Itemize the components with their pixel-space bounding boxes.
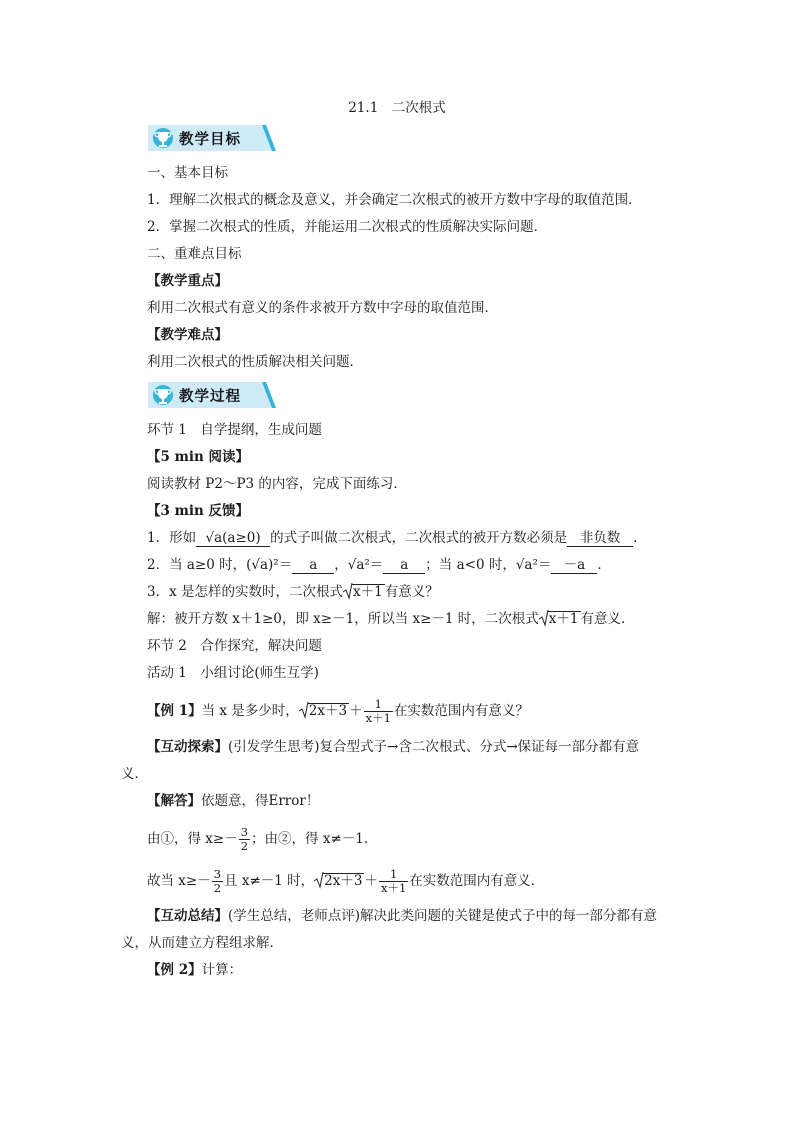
example-1 [147, 698, 529, 725]
explore-label: 【互动探索】 [147, 739, 228, 755]
question-text: 的式子叫做二次根式，二次根式的被开方数必须是 [270, 530, 568, 546]
sqrt-expression [299, 701, 349, 721]
step-heading: 环节 2 合作探究，解决问题 [147, 638, 322, 654]
question-text: ；当 a<0 时，√a²＝ [425, 557, 552, 573]
radical-sign [314, 871, 324, 889]
plus-sign: ＋ [364, 873, 378, 889]
solution-text: 有意义． [580, 611, 635, 627]
sqrt-expression [314, 871, 364, 891]
answer-blank: －a [551, 557, 597, 574]
answer-paragraph [147, 791, 319, 811]
question-text: 3．x 是怎样的实数时，二次根式 [147, 584, 343, 600]
example-label: 【例 2】 [147, 962, 202, 978]
trophy-icon [148, 125, 178, 151]
read-text: 阅读教材 P2～P3 的内容，完成下面练习． [147, 476, 407, 492]
derivation-text: 由①，得 x≥－ [147, 831, 238, 847]
radicand: 2x＋3 [324, 873, 363, 889]
question-text: ． [633, 530, 647, 546]
question-text: ． [597, 557, 611, 573]
solution-text: 解：被开方数 x＋1≥0，即 x≥－1，所以当 x≥－1 时，二次根式 [147, 611, 539, 627]
focus-text: 利用二次根式有意义的条件求被开方数中字母的取值范围． [147, 300, 498, 316]
numerator: 1 [379, 868, 408, 882]
numerator: 1 [364, 698, 393, 712]
explore-paragraph [147, 737, 639, 757]
radicand: 2x＋3 [308, 703, 348, 719]
answer-blank: a [292, 557, 334, 574]
goal-item: 2．掌握二次根式的性质，并能运用二次根式的性质解决实际问题． [147, 219, 548, 235]
solution [147, 609, 635, 629]
example-label: 【例 1】 [147, 703, 202, 719]
fraction [379, 868, 408, 895]
trophy-icon [148, 382, 178, 408]
denominator: x＋1 [380, 881, 407, 895]
denominator: 2 [240, 839, 249, 853]
numerator: 3 [213, 867, 222, 881]
focus-label: 【教学重点】 [147, 273, 228, 289]
question-2 [147, 555, 611, 575]
derivation-text: ；由②，得 x≠－1. [251, 831, 369, 847]
radicand: x＋1 [353, 584, 383, 600]
summary-continuation: 义，从而建立方程组求解． [121, 935, 283, 951]
read-label: 【5 min 阅读】 [147, 449, 250, 465]
denominator: 2 [213, 881, 222, 895]
question-1 [147, 528, 647, 548]
question-text: ，√a²＝ [334, 557, 384, 573]
answer-label: 【解答】 [147, 793, 201, 809]
denominator: x＋1 [365, 711, 391, 725]
basic-goals-heading: 一、基本目标 [147, 165, 228, 181]
summary-label: 【互动总结】 [147, 908, 228, 924]
example-2 [147, 960, 242, 980]
sqrt-expression [343, 582, 385, 602]
section-title: 教学目标 [179, 132, 241, 148]
difficulty-text: 利用二次根式的性质解决相关问题． [147, 354, 363, 370]
answer-text: 依题意，得Error！ [201, 793, 320, 809]
difficulty-label: 【教学难点】 [147, 327, 228, 343]
page-title: 21.1 二次根式 [348, 100, 446, 116]
question-text: 2．当 a≥0 时，(√a)²＝ [147, 557, 293, 573]
radical-sign [299, 701, 309, 719]
sqrt-expression [539, 609, 581, 629]
conclusion-text: 且 x≠－1 时， [224, 873, 315, 889]
fraction [239, 826, 250, 853]
conclusion-line [147, 868, 544, 895]
feedback-label: 【3 min 反馈】 [147, 503, 250, 519]
fraction [364, 698, 393, 725]
summary-paragraph [147, 906, 657, 926]
example-text: 当 x 是多少时， [201, 703, 299, 719]
step-heading: 环节 1 自学提纲，生成问题 [147, 422, 322, 438]
example-text: 在实数范围内有意义？ [393, 703, 529, 719]
goal-item: 1．理解二次根式的概念及意义，并会确定二次根式的被开方数中字母的取值范围． [147, 192, 642, 208]
fraction [212, 868, 223, 895]
derivation-line [147, 826, 368, 853]
explore-text: (引发学生思考)复合型式子→含二次根式、分式→保证每一部分都有意 [228, 739, 640, 755]
plus-sign: ＋ [349, 703, 363, 719]
answer-blank: 非负数 [567, 530, 633, 547]
answer-blank: √a(a≥0) [196, 530, 270, 547]
activity-heading: 活动 1 小组讨论(师生互学) [147, 665, 319, 681]
section-banner-process [148, 382, 274, 408]
question-3 [147, 582, 439, 602]
radical-sign [343, 582, 353, 600]
radical-sign [539, 609, 549, 627]
summary-text: (学生总结，老师点评)解决此类问题的关键是使式子中的每一部分都有意 [228, 908, 658, 924]
conclusion-text: 故当 x≥－ [147, 873, 211, 889]
example-text: 计算： [201, 962, 243, 978]
key-goals-heading: 二、重难点目标 [147, 246, 242, 262]
section-title: 教学过程 [179, 389, 241, 405]
answer-blank: a [383, 557, 425, 574]
conclusion-text: 在实数范围内有意义． [409, 873, 545, 889]
numerator: 3 [240, 825, 249, 839]
question-text: 有意义？ [384, 584, 439, 600]
question-text: 1．形如 [147, 530, 197, 546]
explore-continuation: 义． [121, 766, 148, 782]
radicand: x＋1 [548, 611, 579, 627]
section-banner-goals [148, 125, 274, 151]
